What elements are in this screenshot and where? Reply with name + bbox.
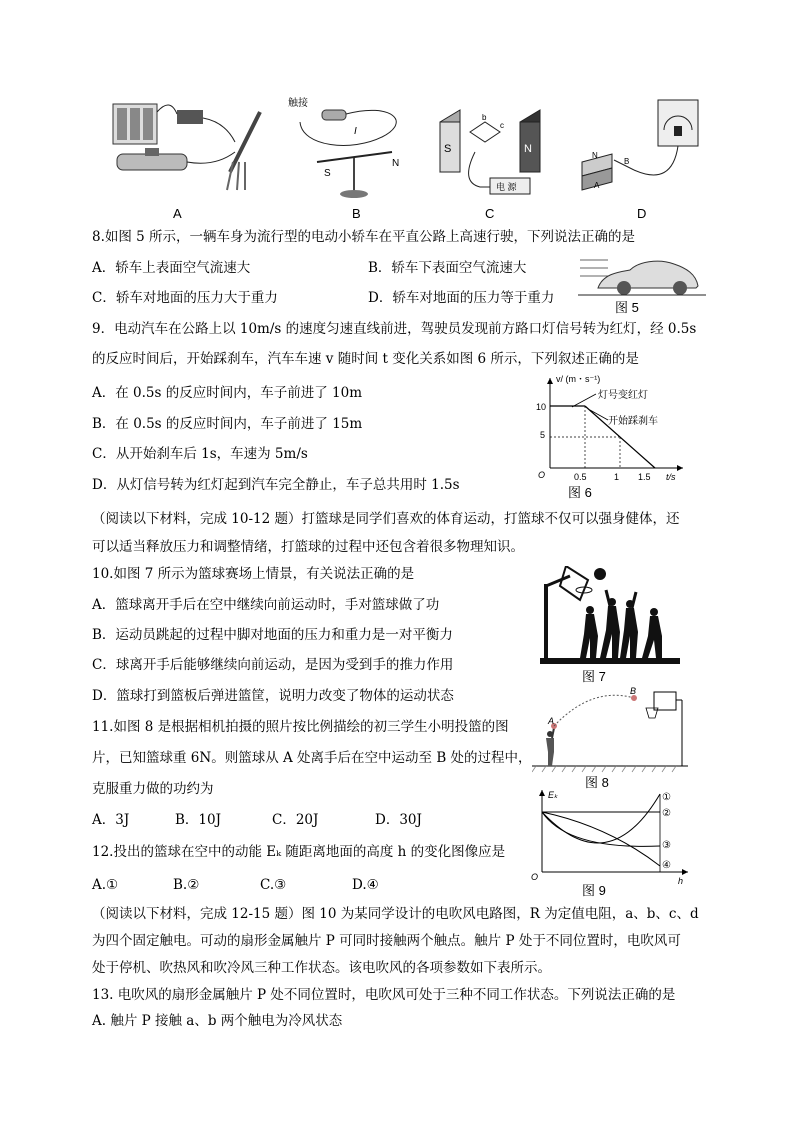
vt-origin: O bbox=[538, 470, 546, 480]
vt-y-label: v/ (m・s⁻¹) bbox=[556, 374, 601, 384]
svg-text:N: N bbox=[592, 151, 598, 160]
figure-5-car bbox=[578, 250, 706, 300]
q11-option-d: D．30J bbox=[375, 812, 422, 828]
q8-option-a: A．轿车上表面空气流速大 bbox=[92, 260, 251, 276]
figure-label-b: B bbox=[352, 206, 361, 221]
figure-8-shot bbox=[532, 686, 688, 774]
vt-x-label: t/s bbox=[666, 472, 676, 482]
vt-label-red: 灯号变红灯 bbox=[598, 390, 648, 401]
q8-option-c: C．轿车对地面的压力大于重力 bbox=[92, 290, 278, 306]
q9-stem-2: 的反应时间后，开始踩刹车，汽车车速 v 随时间 t 变化关系如图 6 所示，下列叙述正确的是 bbox=[92, 351, 639, 367]
b-s-label: S bbox=[324, 168, 331, 179]
q12-option-b: B.② bbox=[173, 877, 200, 893]
figure-7-basketball bbox=[540, 566, 680, 666]
q11-option-b: B．10J bbox=[175, 812, 222, 828]
q12-option-d: D.④ bbox=[352, 877, 379, 893]
figure-7-caption: 图 7 bbox=[582, 669, 606, 684]
figure-6-vt-graph bbox=[528, 372, 688, 482]
q9-option-a: A．在 0.5s 的反应时间内，车子前进了 10m bbox=[92, 385, 362, 401]
figure-a-circuit bbox=[105, 92, 265, 202]
q8-option-b: B．轿车下表面空气流速大 bbox=[368, 260, 527, 276]
q13-option-a: A. 触片 P 接触 a、b 两个触电为冷风状态 bbox=[92, 1013, 343, 1029]
q9-option-c: C．从开始刹车后 1s，车速为 5m/s bbox=[92, 446, 308, 462]
ek-label-3: ③ bbox=[662, 840, 671, 851]
vt-xtick-05: 0.5 bbox=[574, 472, 587, 482]
q9-option-d: D．从灯信号转为红灯起到汽车完全静止，车子总共用时 1.5s bbox=[92, 477, 460, 493]
q13-stem: 13. 电吹风的扇形金属触片 P 处不同位置时，电吹风可处于三种不同工作状态。下列说法正确的是 bbox=[92, 987, 676, 1003]
q9-stem-1: 9．电动汽车在公路上以 10m/s 的速度匀速直线前进，驾驶员发现前方路口灯信号转为红灯，经 0.5s bbox=[92, 321, 697, 337]
q10-option-a: A．篮球离开手后在空中继续向前运动时，手对篮球做了功 bbox=[92, 597, 440, 613]
svg-text:c: c bbox=[500, 121, 504, 130]
c-s-label: S bbox=[444, 143, 452, 155]
vt-xtick-15: 1.5 bbox=[638, 472, 651, 482]
figure-d-induction bbox=[572, 92, 712, 202]
figure-label-a: A bbox=[173, 206, 182, 221]
q12-option-c: C.③ bbox=[260, 877, 287, 893]
figure-8-label-a: A bbox=[548, 716, 555, 726]
figure-9-ek-graph bbox=[528, 786, 694, 886]
ek-label-4: ④ bbox=[662, 860, 671, 871]
ek-label-1: ① bbox=[662, 792, 671, 803]
ek-y-label: Eₖ bbox=[548, 790, 558, 800]
ek-x-label: h bbox=[678, 876, 684, 886]
q12-option-a: A.① bbox=[92, 877, 119, 893]
reading-2-line-2: 为四个固定触电。可动的扇形金属触片 P 可同时接触两个触点。触片 P 处于不同位置时，电吹风可 bbox=[92, 933, 681, 949]
figure-label-c: C bbox=[485, 206, 495, 221]
q10-option-b: B．运动员跳起的过程中脚对地面的压力和重力是一对平衡力 bbox=[92, 627, 453, 643]
q11-stem-3: 克服重力做的功约为 bbox=[92, 781, 214, 797]
b-touch-label: 触接 bbox=[288, 98, 308, 109]
figure-6-caption: 图 6 bbox=[568, 485, 592, 500]
figure-8-label-b: B bbox=[630, 686, 637, 696]
ek-curve-3 bbox=[542, 812, 660, 846]
vt-ytick-5: 5 bbox=[540, 430, 546, 440]
svg-text:b: b bbox=[482, 113, 487, 122]
figure-c-motor bbox=[430, 92, 560, 202]
reading-2-line-1: （阅读以下材料，完成 12-15 题）图 10 为某同学设计的电吹风电路图，R 为定值电阻，a、b、c、d bbox=[92, 906, 699, 922]
figure-label-d: D bbox=[637, 206, 647, 221]
ek-curve-1 bbox=[542, 794, 660, 843]
q10-option-c: C．球离开手后能够继续向前运动，是因为受到手的推力作用 bbox=[92, 657, 454, 673]
c-battery-label: 电 源 bbox=[496, 182, 517, 192]
vt-label-brake: 开始踩刹车 bbox=[608, 416, 658, 427]
b-current-label: I bbox=[354, 126, 357, 137]
q12-stem: 12.投出的篮球在空中的动能 Eₖ 随距离地面的高度 h 的变化图像应是 bbox=[92, 844, 506, 860]
b-n-label: N bbox=[392, 158, 400, 169]
svg-text:B: B bbox=[624, 157, 630, 166]
figure-8-caption: 图 8 bbox=[585, 775, 609, 790]
reading-2-line-3: 处于停机、吹热风和吹冷风三种工作状态。该电吹风的各项参数如下表所示。 bbox=[92, 960, 551, 976]
figure-9-caption: 图 9 bbox=[582, 883, 606, 898]
q8-option-d: D．轿车对地面的压力等于重力 bbox=[368, 290, 555, 306]
reading-1-line-2: 可以适当释放压力和调整情绪，打篮球的过程中还包含着很多物理知识。 bbox=[92, 539, 524, 555]
q10-stem: 10.如图 7 所示为篮球赛场上情景，有关说法正确的是 bbox=[92, 566, 415, 582]
q9-option-b: B．在 0.5s 的反应时间内，车子前进了 15m bbox=[92, 416, 363, 432]
ek-origin: O bbox=[531, 872, 539, 882]
svg-text:A: A bbox=[594, 181, 600, 190]
c-n-label: N bbox=[524, 143, 532, 155]
q10-option-d: D．篮球打到篮板后弹进篮筐，说明力改变了物体的运动状态 bbox=[92, 688, 454, 704]
q11-stem-1: 11.如图 8 是根据相机拍摄的照片按比例描绘的初三学生小明投篮的图 bbox=[92, 719, 509, 735]
q11-stem-2: 片，已知篮球重 6N。则篮球从 A 处离手后在空中运动至 B 处的过程中， bbox=[92, 750, 532, 766]
figure-5-caption: 图 5 bbox=[615, 300, 639, 315]
q11-option-a: A．3J bbox=[92, 812, 130, 828]
ek-curve-4 bbox=[542, 812, 660, 866]
q8-stem: 8.如图 5 所示，一辆车身为流行型的电动小轿车在平直公路上高速行驶，下列说法正确的是 bbox=[92, 229, 636, 245]
ek-label-2: ② bbox=[662, 808, 671, 819]
vt-xtick-1: 1 bbox=[614, 472, 620, 482]
figure-b-oersted bbox=[282, 92, 422, 202]
q11-option-c: C．20J bbox=[272, 812, 319, 828]
reading-1-line-1: （阅读以下材料，完成 10-12 题）打篮球是同学们喜欢的体育运动，打篮球不仅可以强身健体，还 bbox=[92, 511, 680, 527]
vt-ytick-10: 10 bbox=[536, 402, 547, 412]
